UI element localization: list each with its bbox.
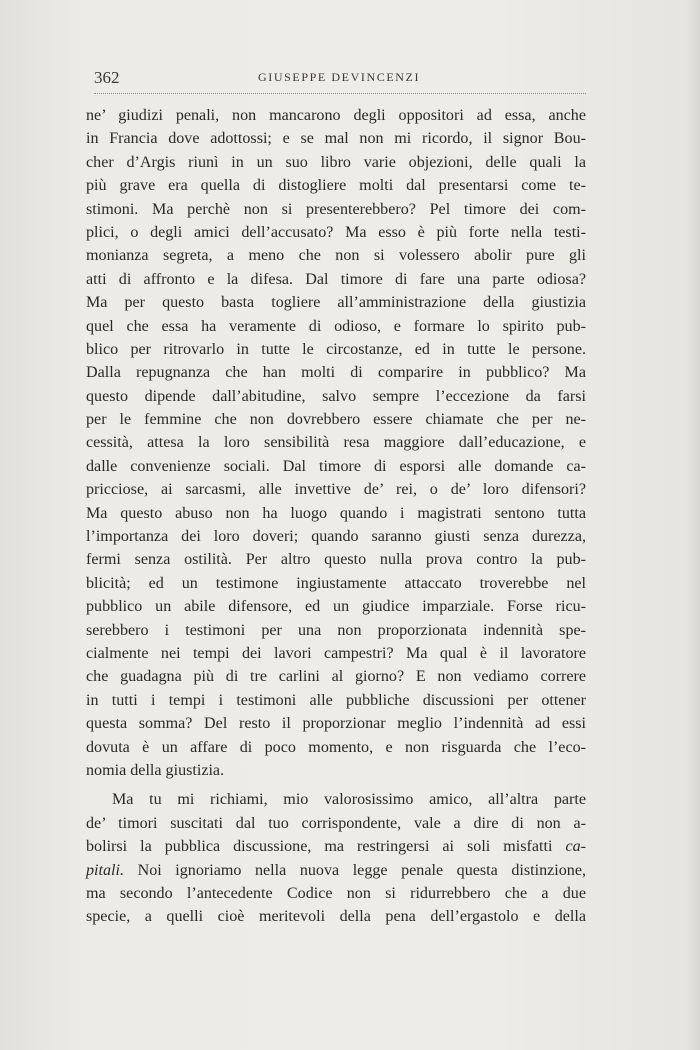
text-line: specie, a quelli cioè meritevoli della pena dell’ergastolo e della: [86, 908, 586, 926]
text-line: serebbero i testimoni per una non proporzionata indennità spe-: [86, 621, 586, 639]
italic-text-span: pitali.: [86, 861, 125, 879]
text-line: più grave era quella di distogliere molti dal presentarsi come te-: [86, 177, 586, 195]
body-text: [86, 104, 586, 929]
text-line: in Francia dove adottossi; e se mal non mi ricordo, il signor Bou-: [86, 130, 586, 148]
page-header: [94, 66, 586, 94]
text-line: nomia della giustizia.: [86, 761, 225, 779]
text-line: Ma per questo basta togliere all’amministrazione della giustizia: [86, 294, 586, 312]
text-line: ma secondo l’antecedente Codice non si ridurrebbero che a due: [86, 884, 586, 902]
paragraph-2: [86, 788, 586, 928]
text-line: in tutti i tempi i testimoni alle pubbliche discussioni per ottener: [86, 691, 586, 709]
text-line: Dalla repugnanza che han molti di comparire in pubblico? Ma: [86, 364, 586, 382]
page-edge-shadow: [686, 0, 700, 1050]
text-line: blico per ritrovarlo in tutte le circostanze, ed in tutte le persone.: [86, 340, 586, 358]
text-line: che guadagna più di tre carlini al giorno? E non vediamo correre: [86, 668, 586, 686]
text-line: atti di affronto e la difesa. Dal timore di fare una parte odiosa?: [86, 270, 586, 288]
text-line: per le femmine che non dovrebbero essere chiamate che per ne-: [86, 411, 586, 429]
text-line: de’ timori suscitati dal tuo corrispondente, vale a dire di non a-: [86, 814, 586, 832]
text-line: fermi senza ostilità. Per altro questo nulla prova contro la pub-: [86, 551, 586, 569]
text-line: cessità, attesa la loro sensibilità resa maggiore dall’educazione, e: [86, 434, 586, 452]
running-head: GIUSEPPE DEVINCENZI: [258, 70, 421, 84]
text-line: Ma questo abuso non ha luogo quando i magistrati sentono tutta: [86, 504, 586, 522]
text-line: blicità; ed un testimone ingiustamente attaccato troverebbe nel: [86, 574, 586, 592]
text-span: bolirsi la pubblica discussione, ma restringersi ai soli misfatti: [86, 838, 553, 856]
text-line: pricciose, ai sarcasmi, alle invettive de’ rei, o de’ loro difensori?: [86, 481, 586, 499]
text-line: [86, 859, 586, 882]
text-span: Noi ignoriamo nella nuova legge penale questa distinzione,: [137, 861, 586, 879]
text-line: [86, 835, 586, 858]
text-line: stimoni. Ma perchè non si presenterebbero? Pel timore dei com-: [86, 200, 586, 218]
text-line: quel che essa ha veramente di odioso, e formare lo spirito pub-: [86, 317, 586, 335]
header-rule: [94, 93, 586, 94]
text-line: dovuta è un affare di poco momento, e non risguarda che l’eco-: [86, 738, 586, 756]
text-line: l’importanza dei loro doveri; quando saranno giusti senza durezza,: [86, 528, 586, 546]
text-line: cher d’Argis riunì in un suo libro varie objezioni, delle quali la: [86, 153, 586, 171]
text-line: dalle convenienze sociali. Dal timore di esporsi alle domande ca-: [86, 457, 586, 475]
text-line: ne’ giudizi penali, non mancarono degli oppositori ad essa, anche: [86, 107, 586, 124]
paragraph-1: [86, 104, 586, 782]
text-line: plici, o degli amici dell’accusato? Ma esso è più forte nella testi-: [86, 223, 586, 241]
text-line: pubblico un abile difensore, ed un giudice imparziale. Forse ricu-: [86, 598, 586, 616]
text-line: cialmente nei tempi dei lavori campestri? Ma qual è il lavoratore: [86, 644, 586, 662]
page-number: 362: [94, 68, 120, 87]
text-line: questo dipende dall’abitudine, salvo sempre l’eccezione da farsi: [86, 387, 586, 405]
text-line: Ma tu mi richiami, mio valorosissimo amico, all’altra parte: [112, 791, 586, 809]
text-line: questa somma? Del resto il proporzionar meglio l’indennità ad essi: [86, 715, 586, 733]
text-line: monianza segreta, a meno che non si volessero abolir pure gli: [86, 247, 586, 265]
italic-text-span: ca-: [565, 838, 586, 856]
